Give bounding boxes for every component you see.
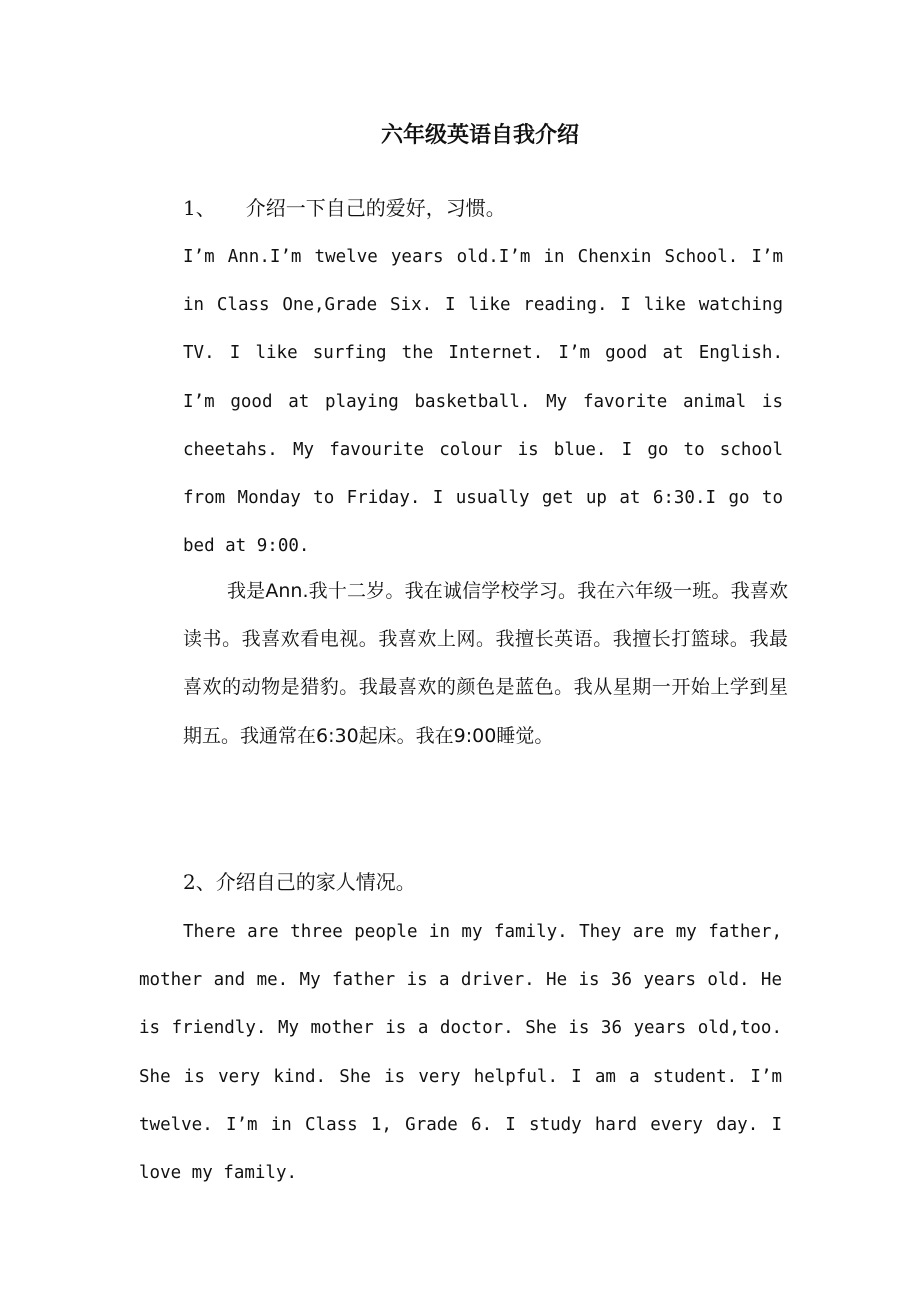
section2-english-paragraph: There are three people in my family. They are my father, mother and me. My father is a driver. He is 36 years old. He is friendly. My mother is a doctor. She is 36 years old,too. She is very kind. She is very helpful. I am a student. I’m twelve. I’m in Class 1, Grade 6. I study hard every day. I love my family. bbox=[139, 922, 782, 1184]
section1-number: 1、 bbox=[183, 196, 216, 220]
section2-heading: 2、介绍自己的家人情况。 bbox=[183, 870, 416, 894]
section1-heading bbox=[183, 192, 506, 224]
document-title: 六年级英语自我介绍 bbox=[380, 123, 579, 148]
section1-chinese-paragraph: 我是Ann.我十二岁。我在诚信学校学习。我在六年级一班。我喜欢读书。我喜欢看电视。我喜欢上网。我擅长英语。我擅长打篮球。我最喜欢的动物是猎豹。我最喜欢的颜色是蓝色。我从星期一开始上学到星期五。我通常在6:30起床。我在9:00睡觉。 bbox=[183, 580, 788, 747]
section1-heading-text: 介绍一下自己的爱好，习惯。 bbox=[245, 196, 506, 220]
section1-english-paragraph: I’m Ann.I’m twelve years old.I’m in Chenxin School. I’m in Class One,Grade Six. I like reading. I like watching TV. I like surfing the Internet. I’m good at English. I’m good at playing basketball. My favorite animal is cheetahs. My favourite colour is blue. I go to school from Monday to Friday. I usually get up at 6:30.I go to bed at 9:00. bbox=[183, 247, 783, 557]
